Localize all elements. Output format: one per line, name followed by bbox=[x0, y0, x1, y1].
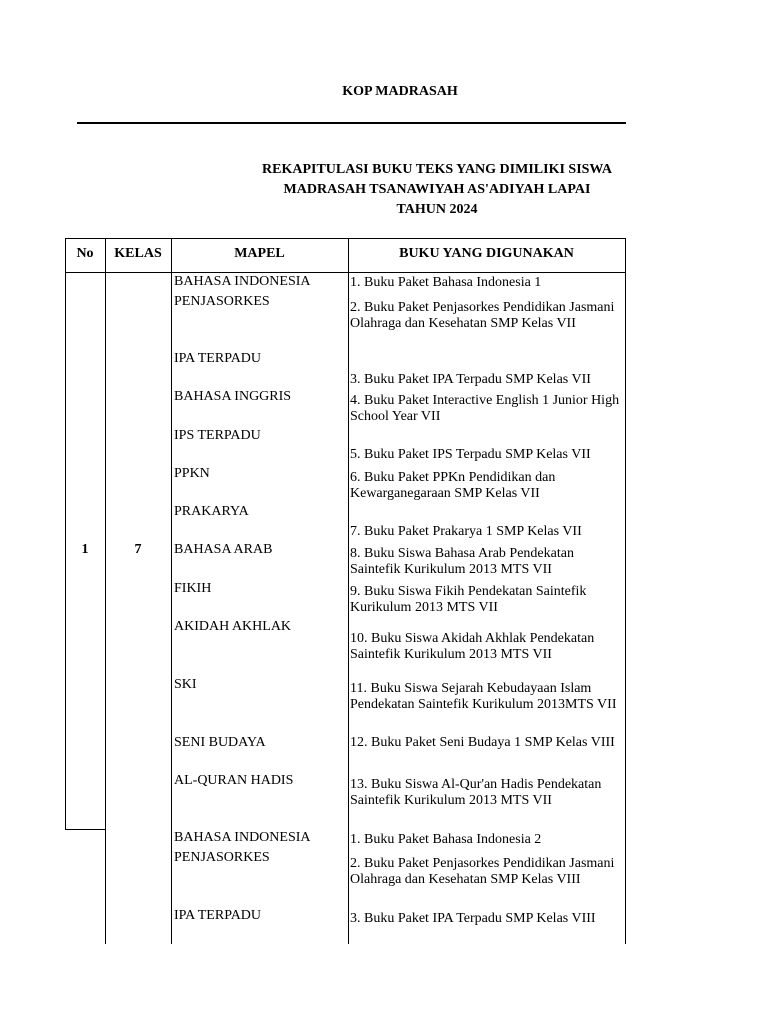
mapel-item: BAHASA ARAB bbox=[174, 542, 273, 557]
mapel-item: PPKN bbox=[174, 466, 210, 481]
mapel-item: BAHASA INDONESIA bbox=[174, 830, 311, 845]
header-bottom-border bbox=[65, 272, 626, 273]
buku-item: 13. Buku Siswa Al-Qur'an Hadis Pendekatan Saintefik Kurikulum 2013 MTS VII bbox=[350, 777, 602, 808]
mapel-item: IPS TERPADU bbox=[174, 428, 261, 443]
buku-item: 5. Buku Paket IPS Terpadu SMP Kelas VII bbox=[350, 447, 591, 462]
mapel-item: AKIDAH AKHLAK bbox=[174, 619, 292, 634]
col-border-mapel-buku bbox=[348, 238, 349, 944]
mapel-item: AL-QURAN HADIS bbox=[174, 773, 294, 788]
mapel-item: SKI bbox=[174, 677, 197, 692]
mapel-item: BAHASA INDONESIA bbox=[174, 274, 311, 289]
header-rule bbox=[77, 122, 626, 124]
title-line-1: REKAPITULASI BUKU TEKS YANG DIMILIKI SISWA bbox=[262, 162, 612, 177]
header-kelas: KELAS bbox=[114, 246, 162, 261]
buku-item: 9. Buku Siswa Fikih Pendekatan Saintefik Kurikulum 2013 MTS VII bbox=[350, 584, 587, 615]
buku-item: 3. Buku Paket IPA Terpadu SMP Kelas VIII bbox=[350, 911, 596, 926]
buku-item: 10. Buku Siswa Akidah Akhlak Pendekatan Saintefik Kurikulum 2013 MTS VII bbox=[350, 631, 595, 662]
mapel-item: BAHASA INGGRIS bbox=[174, 389, 292, 404]
title-line-3: TAHUN 2024 bbox=[396, 202, 478, 217]
kop-madrasah: KOP MADRASAH bbox=[342, 84, 458, 99]
buku-item: 8. Buku Siswa Bahasa Arab Pendekatan Saintefik Kurikulum 2013 MTS VII bbox=[350, 546, 574, 577]
group1-bottom-border bbox=[65, 829, 105, 830]
header-mapel: MAPEL bbox=[234, 246, 285, 261]
col-border-no-kelas bbox=[105, 238, 106, 944]
mapel-item: IPA TERPADU bbox=[174, 351, 262, 366]
buku-item: 11. Buku Siswa Sejarah Kebudayaan Islam Pendekatan Saintefik Kurikulum 2013MTS VII bbox=[350, 681, 617, 712]
mapel-item: PENJASORKES bbox=[174, 294, 270, 309]
buku-item: 2. Buku Paket Penjasorkes Pendidikan Jasmani Olahraga dan Kesehatan SMP Kelas VII bbox=[350, 300, 615, 331]
buku-item: 12. Buku Paket Seni Budaya 1 SMP Kelas VIII bbox=[350, 735, 615, 750]
buku-item: 1. Buku Paket Bahasa Indonesia 1 bbox=[350, 275, 542, 290]
header-no: No bbox=[76, 246, 94, 261]
mapel-item: PRAKARYA bbox=[174, 504, 249, 519]
buku-item: 1. Buku Paket Bahasa Indonesia 2 bbox=[350, 832, 542, 847]
buku-item: 6. Buku Paket PPKn Pendidikan dan Kewarganegaraan SMP Kelas VII bbox=[350, 470, 556, 501]
col-border-kelas-mapel bbox=[171, 238, 172, 944]
buku-item: 2. Buku Paket Penjasorkes Pendidikan Jasmani Olahraga dan Kesehatan SMP Kelas VIII bbox=[350, 856, 615, 887]
header-buku: BUKU YANG DIGUNAKAN bbox=[399, 246, 574, 261]
mapel-item: SENI BUDAYA bbox=[174, 735, 266, 750]
row-no: 1 bbox=[81, 542, 89, 557]
mapel-item: PENJASORKES bbox=[174, 850, 270, 865]
mapel-item: IPA TERPADU bbox=[174, 908, 262, 923]
buku-item: 3. Buku Paket IPA Terpadu SMP Kelas VII bbox=[350, 372, 591, 387]
buku-item: 7. Buku Paket Prakarya 1 SMP Kelas VII bbox=[350, 524, 582, 539]
table-top-border bbox=[65, 238, 626, 239]
mapel-item: FIKIH bbox=[174, 581, 212, 596]
buku-item: 4. Buku Paket Interactive English 1 Junior High School Year VII bbox=[350, 393, 620, 424]
title-line-2: MADRASAH TSANAWIYAH AS'ADIYAH LAPAI bbox=[283, 182, 591, 197]
row-kelas: 7 bbox=[134, 542, 142, 557]
col-border-left bbox=[65, 238, 66, 830]
